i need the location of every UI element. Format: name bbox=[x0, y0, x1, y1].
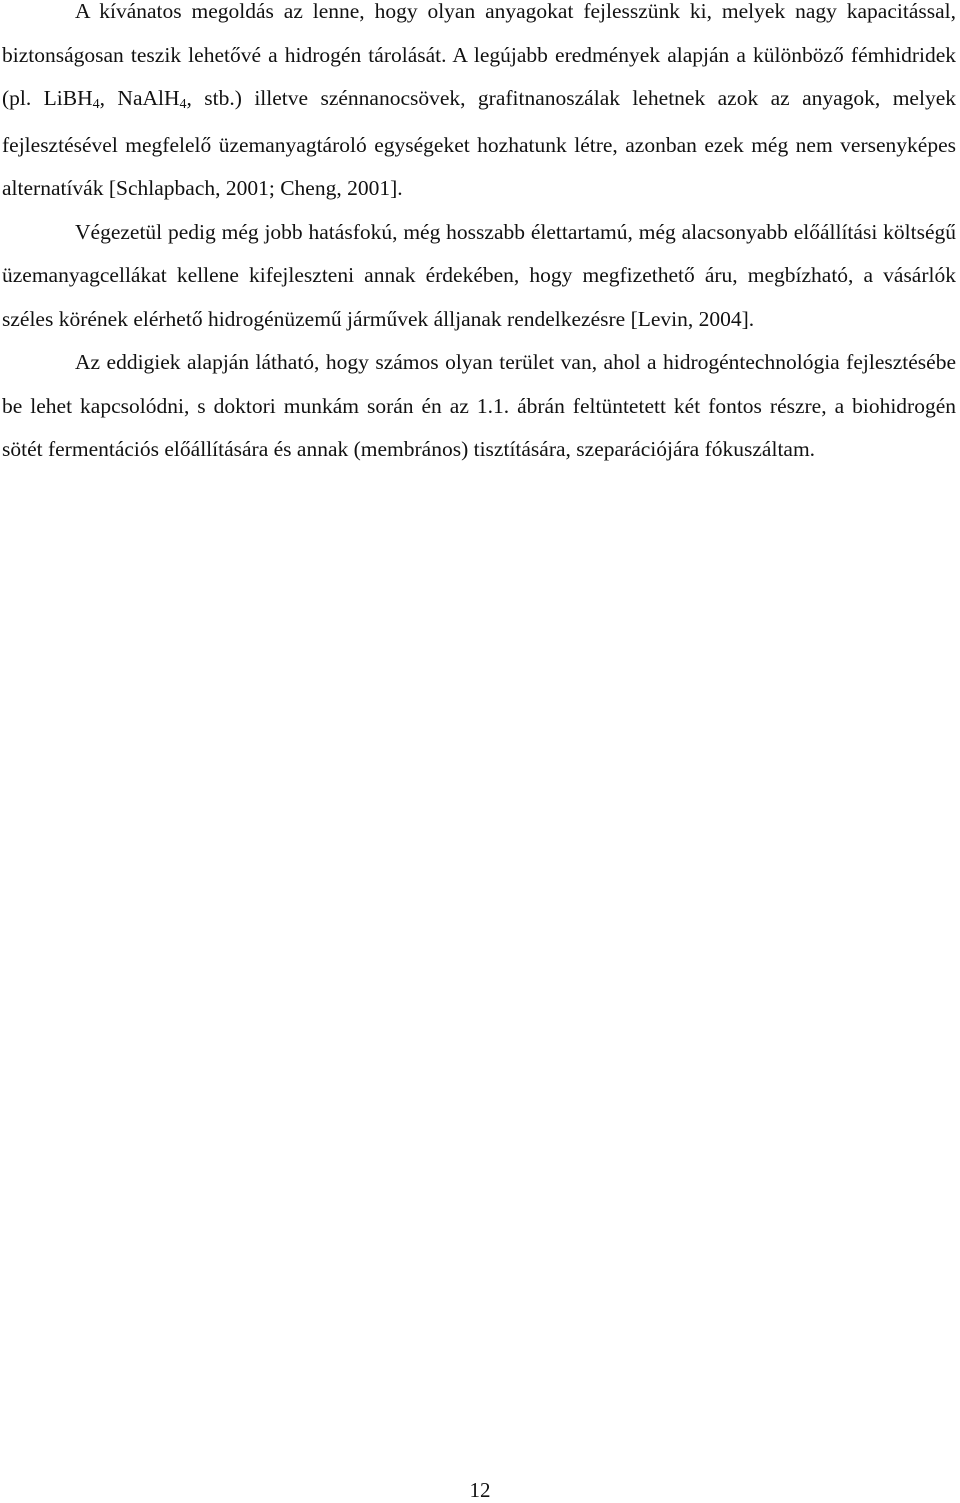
page-number: 12 bbox=[469, 1478, 491, 1502]
body-text bbox=[2, 0, 956, 472]
paragraph-text: , NaAlH bbox=[99, 86, 180, 110]
paragraph-research-focus: Az eddigiek alapján látható, hogy számos olyan terület van, ahol a hidrogéntechnológia fejlesztésébe be lehet kapcsolódni, s doktori munkám során én az 1.1. ábrán feltüntetett két fontos részre, a biohidrogén sötét fermentációs előállítására és annak (membrános) tisztítására, szeparációjára fókuszáltam. bbox=[2, 350, 956, 461]
paragraph-text: , stb.) illetve szénnanocsövek, grafitnanoszálak lehetnek azok az anyagok, melyek fejlesztésével megfelelő üzemanyagtároló egységeket hozhatunk létre, azonban ezek még nem versenyképes alternatívák [Schlapbach, 2001; Cheng, 2001]. bbox=[2, 86, 956, 200]
subscript: 4 bbox=[179, 97, 187, 112]
subscript: 4 bbox=[92, 97, 100, 112]
paragraph-hydrogen-storage bbox=[2, 0, 956, 211]
paragraph-fuel-cells: Végezetül pedig még jobb hatásfokú, még hosszabb élettartamú, még alacsonyabb előállítási költségű üzemanyagcellákat kellene kifejleszteni annak érdekében, hogy megfizethető áru, megbízható, a vásárlók széles körének elérhető hidrogénüzemű járművek álljanak rendelkezésre [Levin, 2004]. bbox=[2, 219, 956, 331]
paragraph-text: A kívánatos megoldás az lenne, hogy olyan anyagokat fejlesszünk ki, melyek nagy kapacitással, biztonságosan teszik lehetővé a hidrogén tárolását. A legújabb eredmények alapján a különböző fémhidridek (pl. LiBH bbox=[2, 0, 956, 110]
